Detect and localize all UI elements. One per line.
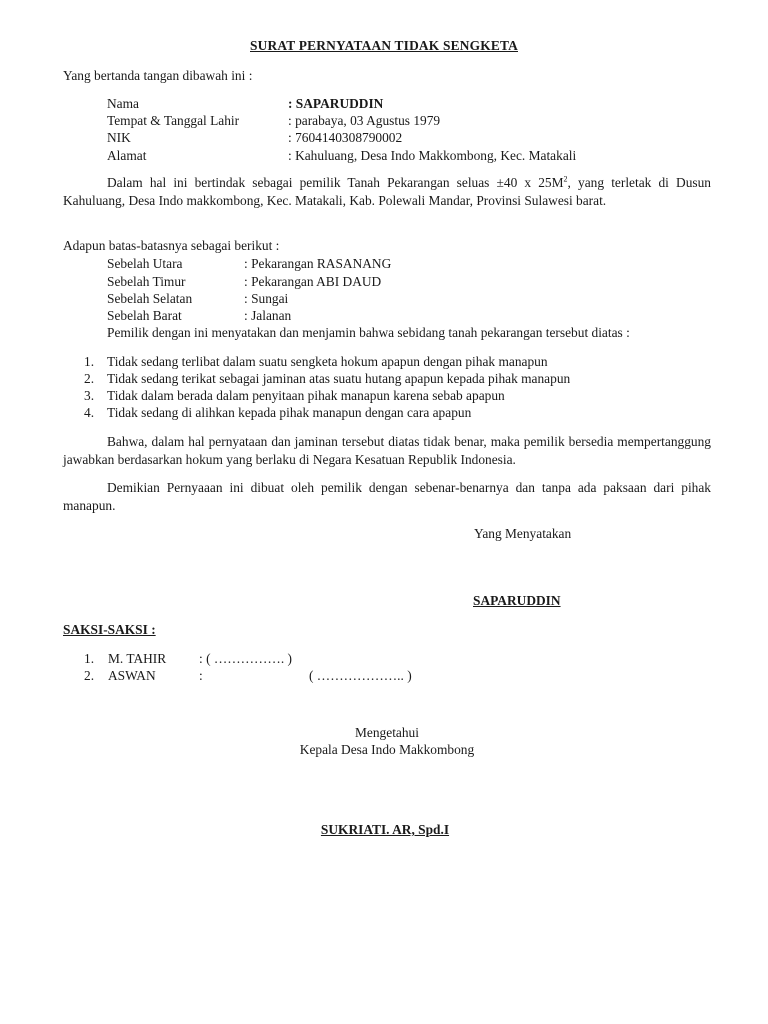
border-label-south: Sebelah Selatan [107,291,193,306]
paragraph2-text: Bahwa, dalam hal pernyataan dan jaminan tersebut diatas tidak benar, maka pemilik bersedia mempertanggung jawabkan berdasarkan hokum yang berlaku di Negara Kesatuan Republik Indonesia. [63,434,711,467]
liability-paragraph [63,433,711,468]
signatory-name: SAPARUDDIN [473,593,561,608]
witnesses-heading: SAKSI-SAKSI : [63,622,156,637]
identity-label-address: Alamat [107,148,147,163]
acknowledged-label: Mengetahui [355,725,419,740]
intro-text: Yang bertanda tangan dibawah ini : [63,68,253,83]
paragraph1-text: Dalam hal ini bertindak sebagai pemilik Tanah Pekarangan seluas ±40 x 25M [107,175,564,190]
witness-number: 2. [84,668,95,683]
village-head-name: SUKRIATI. AR, Spd.I [320,822,450,837]
border-label-east: Sebelah Timur [107,274,186,289]
signatory-label: Yang Menyatakan [474,526,572,541]
statement-item: Tidak sedang di alihkan kepada pihak manapun dengan cara apapun [107,405,472,420]
statement-number: 4. [84,405,95,420]
paragraph3-text: Demikian Pernyaaan ini dibuat oleh pemilik dengan sebenar-benarnya dan tanpa ada paksaan dari pihak manapun. [63,480,711,513]
statement-number: 3. [84,388,95,403]
borders-intro: Adapun batas-batasnya sebagai berikut : [63,238,280,253]
identity-value-birth: : parabaya, 03 Agustus 1979 [288,113,441,128]
acknowledged-title: Kepala Desa Indo Makkombong [299,742,475,757]
identity-label-name: Nama [107,96,139,111]
closing-paragraph [63,479,711,514]
identity-label-birth: Tempat & Tanggal Lahir [107,113,240,128]
identity-value-name: : SAPARUDDIN [288,96,384,111]
paragraph1-text-end: , yang terletak di Dusun Kahuluang, Desa Indo makkombong, Kec. Matakali, Kab. Polewali Mandar, Provinsi Sulawesi barat. [63,175,712,208]
witness-signature-line: : ( ……………. ) [199,651,292,666]
border-value-east: : Pekarangan ABI DAUD [244,274,382,289]
border-value-south: : Sungai [244,291,289,306]
identity-value-address: : Kahuluang, Desa Indo Makkombong, Kec. Matakali [288,148,577,163]
witness-name: M. TAHIR [108,651,167,666]
border-label-west: Sebelah Barat [107,308,182,323]
border-value-north: : Pekarangan RASANANG [244,256,392,271]
land-ownership-paragraph [63,174,711,209]
border-label-north: Sebelah Utara [107,256,183,271]
border-value-west: : Jalanan [244,308,292,323]
statement-item: Tidak sedang terikat sebagai jaminan atas suatu hutang apapun kepada pihak manapun [107,371,571,386]
statement-item: Tidak dalam berada dalam penyitaan pihak manapun karena sebab apapun [107,388,505,403]
identity-label-nik: NIK [107,130,131,145]
statement-number: 2. [84,371,95,386]
identity-value-nik: : 7604140308790002 [288,130,403,145]
paragraph1-superscript: 2 [563,174,568,184]
statement-item: Tidak sedang terlibat dalam suatu sengketa hokum apapun dengan pihak manapun [107,354,548,369]
document-title: SURAT PERNYATAAN TIDAK SENGKETA [250,38,518,53]
witness-name: ASWAN [108,668,156,683]
witness-signature-line: ( ……………….. ) [309,668,412,683]
witness-colon: : [199,668,203,683]
owner-statement: Pemilik dengan ini menyatakan dan menjamin bahwa sebidang tanah pekarangan tersebut diatas : [107,325,630,340]
witness-number: 1. [84,651,95,666]
statement-number: 1. [84,354,95,369]
